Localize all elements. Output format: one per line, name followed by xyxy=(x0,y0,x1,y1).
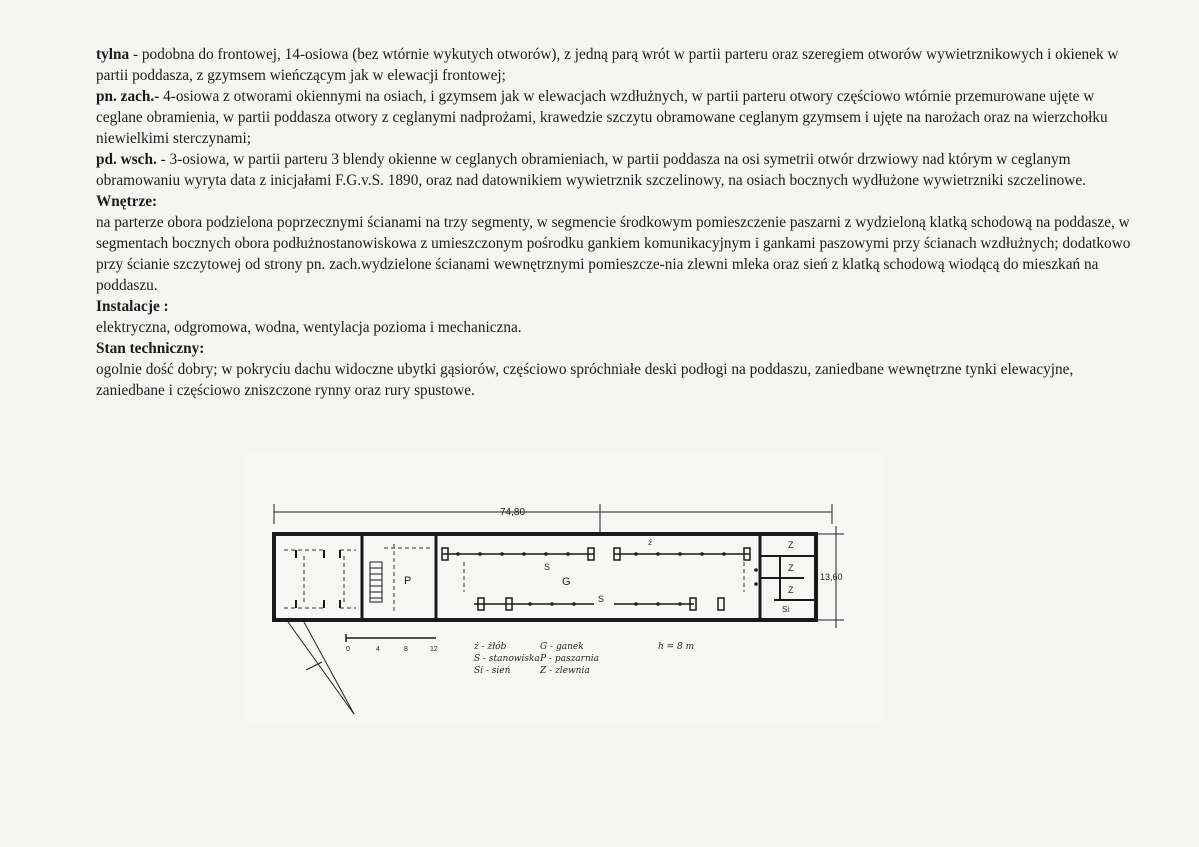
body-instalacje: elektryczna, odgromowa, wodna, wentylacja pozioma i mechaniczna. xyxy=(96,319,522,336)
legend-height: h = 8 m xyxy=(658,642,695,652)
legend-item: G - ganek xyxy=(540,642,584,652)
main-stable-troughs xyxy=(442,548,750,610)
body-pd-wsch: - 3-osiowa, w partii parteru 3 blendy okienne w ceglanych obramieniach, w partii poddasza na osi symetrii otwór drzwiowy nad którym w ceglanym obramowaniu wyryta data z inicjałami F.G.v.S. 1890, oraz nad datownikiem wywietrznik szczelinowy, na osiach bocznych wydłużone wywietrzniki szczelinowe. xyxy=(96,151,1086,189)
dim-length-label: 74,80 xyxy=(500,507,526,518)
heading-instalacje: Instalacje : xyxy=(96,298,169,315)
term-pn-zach: pn. zach.- xyxy=(96,88,160,105)
heading-stan: Stan techniczny: xyxy=(96,340,205,357)
left-stable-troughs xyxy=(296,550,340,608)
legend-item: P - paszarnia xyxy=(540,654,600,664)
room-P: P xyxy=(404,575,412,587)
room-G: G xyxy=(562,576,571,588)
section-wnetrze xyxy=(96,191,1136,296)
paragraph-tylna xyxy=(96,44,1136,86)
legend xyxy=(473,641,694,676)
scale-0: 0 xyxy=(346,646,350,653)
dim-width-label: 13,60 xyxy=(820,572,843,582)
term-pd-wsch: pd. wsch. xyxy=(96,151,157,168)
scale-bar xyxy=(346,634,436,642)
section-arrow xyxy=(288,622,354,714)
section-stan xyxy=(96,338,1136,401)
body-stan: ogolnie dość dobry; w pokryciu dachu widoczne ubytki gąsiorów, częściowo spróchniałe deski podłogi na poddaszu, zaniedbane wewnętrzne tynki elewacyjne, zaniedbane i częściowo zniszczone rynny oraz rury spustowe. xyxy=(96,361,1074,399)
body-pn-zach: 4-osiowa z otworami okiennymi na osiach, i gzymsem jak w elewacjach wzdłużnych, w partii parteru otwory częściowo wtórnie przemurowane ujęte w ceglane obramienia, w partii poddasza otwory z ceglanymi nadprożami, krawedzie szczytu obramowane ceglanym gzymsem i ujęte na narożach oraz na wierzchołku niewielkimi sterczynami; xyxy=(96,88,1108,147)
partition-walls xyxy=(362,534,816,620)
body-wnetrze: na parterze obora podzielona poprzecznymi ścianami na trzy segmenty, w segmencie środkowym pomieszczenie paszarni z wydzieloną klatką schodową na poddasze, w segmentach bocznych obora podłużnostanowiskowa z umieszczonym pośrodku gankiem komunikacyjnym i gankami paszowymi przy ścianach wzdłużnych; dodatkowo przy ścianie szczytowej od strony pn. zach.wydzielone ścianami wewnętrznymi pomieszcze-nia zlewni mleka oraz sień z klatką schodową wiodącą do mieszkań na poddaszu. xyxy=(96,214,1131,294)
legend-item: ż - żłób xyxy=(474,642,507,652)
legend-item: Si - sień xyxy=(474,666,511,676)
heading-wnetrze: Wnętrze: xyxy=(96,193,158,210)
room-Z3: Z xyxy=(788,585,794,595)
label-trough: ż xyxy=(648,538,653,547)
scale-8: 8 xyxy=(404,646,408,653)
room-S-top: S xyxy=(544,562,551,572)
paragraph-pd-wsch xyxy=(96,149,1136,191)
dimension-length xyxy=(274,504,832,536)
staircase xyxy=(370,562,382,602)
room-Z2: Z xyxy=(788,563,794,573)
legend-item: Z - zlewnia xyxy=(540,666,590,676)
paragraph-pn-zach xyxy=(96,86,1136,149)
left-stable xyxy=(284,550,356,608)
legend-item: S - stanowiska xyxy=(474,654,540,664)
scale-4: 4 xyxy=(376,646,380,653)
stall-posts xyxy=(456,552,758,606)
room-Z1: Z xyxy=(788,540,794,550)
section-instalacje xyxy=(96,296,1136,338)
description-text xyxy=(96,44,1136,401)
room-Si: Si xyxy=(782,605,790,614)
outer-wall xyxy=(274,534,816,620)
room-S-bottom: S xyxy=(598,594,605,604)
floor-plan-svg xyxy=(244,452,884,722)
main-stable-dashed xyxy=(464,562,744,592)
scale-12: 12 xyxy=(430,646,438,653)
floor-plan-figure xyxy=(244,452,884,722)
body-tylna: - podobna do frontowej, 14-osiowa (bez wtórnie wykutych otworów), z jedną parą wrót w partii parteru oraz szeregiem otworów wywietrznikowych i okienek w partii poddasza, z gzymsem wieńczącym jak w elewacji frontowej; xyxy=(96,46,1119,84)
term-tylna: tylna xyxy=(96,46,130,63)
